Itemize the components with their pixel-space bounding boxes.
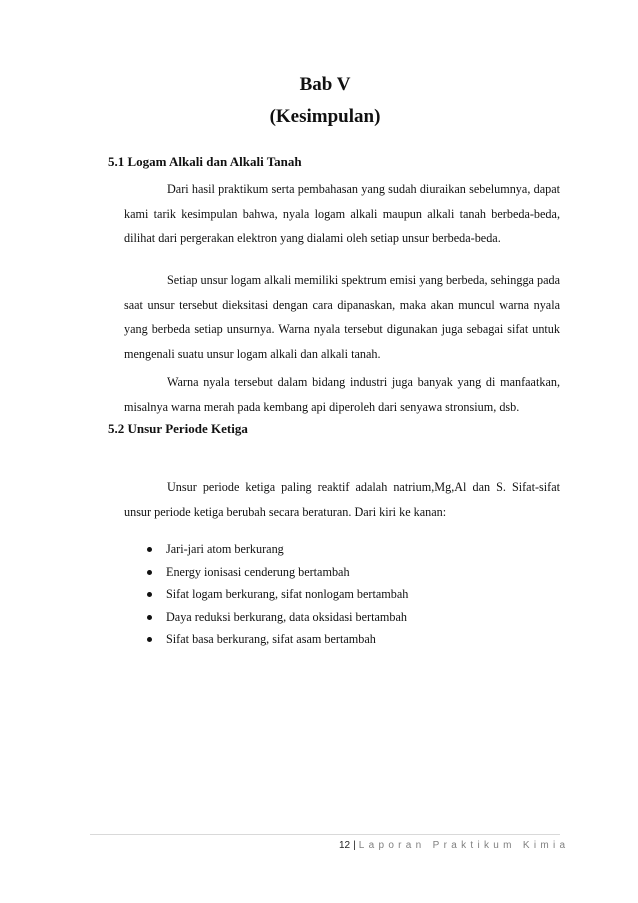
section-heading-5-1: 5.1 Logam Alkali dan Alkali Tanah bbox=[108, 154, 302, 169]
bullet-icon bbox=[147, 547, 152, 552]
bullet-list bbox=[128, 538, 408, 651]
list-item-text: Sifat basa berkurang, sifat asam bertambah bbox=[166, 632, 376, 647]
footer-divider bbox=[90, 834, 560, 835]
list-item bbox=[128, 583, 408, 606]
footer-label: Laporan Praktikum Kimia bbox=[358, 840, 570, 851]
list-item bbox=[128, 561, 408, 584]
bullet-icon bbox=[147, 637, 152, 642]
page-number: 12 bbox=[339, 840, 351, 851]
list-item bbox=[128, 628, 408, 651]
bullet-icon bbox=[147, 615, 152, 620]
chapter-subtitle: (Kesimpulan) bbox=[269, 106, 381, 127]
page-footer bbox=[339, 839, 569, 853]
section-heading-5-2: 5.2 Unsur Periode Ketiga bbox=[108, 421, 248, 436]
bullet-icon bbox=[147, 570, 152, 575]
paragraph: Dari hasil praktikum serta pembahasan yang sudah diuraikan sebelumnya, dapat kami tarik kesimpulan bahwa, nyala logam alkali maupun alkali tanah berbeda-beda, dilihat dari pergerakan elektron yang dialami oleh setiap unsur berbeda-beda. bbox=[124, 182, 560, 246]
list-item-text: Jari-jari atom berkurang bbox=[166, 542, 284, 556]
chapter-title: Bab V bbox=[299, 74, 351, 95]
footer-separator: | bbox=[353, 840, 356, 851]
paragraph: Setiap unsur logam alkali memiliki spektrum emisi yang berbeda, sehingga pada saat unsur tersebut dieksitasi dengan cara dipanaskan, maka akan muncul warna nyala yang berbeda setiap unsurnya. Warna nyala tersebut digunakan juga sebagai sifat untuk mengenali suatu unsur logam alkali dan alkali tanah. bbox=[124, 273, 560, 361]
list-item-text: Daya reduksi berkurang, data oksidasi bertambah bbox=[166, 609, 407, 624]
list-item bbox=[128, 538, 408, 561]
paragraph: Warna nyala tersebut dalam bidang industri juga banyak yang di manfaatkan, misalnya warna merah pada kembang api diperoleh dari senyawa stronsium, dsb. bbox=[124, 375, 560, 414]
bullet-icon bbox=[147, 592, 152, 597]
list-item-text: Sifat logam berkurang, sifat nonlogam bertambah bbox=[166, 587, 409, 602]
list-item-text: Energy ionisasi cenderung bertambah bbox=[166, 564, 350, 579]
list-item bbox=[128, 606, 408, 629]
paragraph: Unsur periode ketiga paling reaktif adalah natrium,Mg,Al dan S. Sifat-sifat unsur periode ketiga berubah secara beraturan. Dari kiri ke kanan: bbox=[124, 480, 560, 519]
